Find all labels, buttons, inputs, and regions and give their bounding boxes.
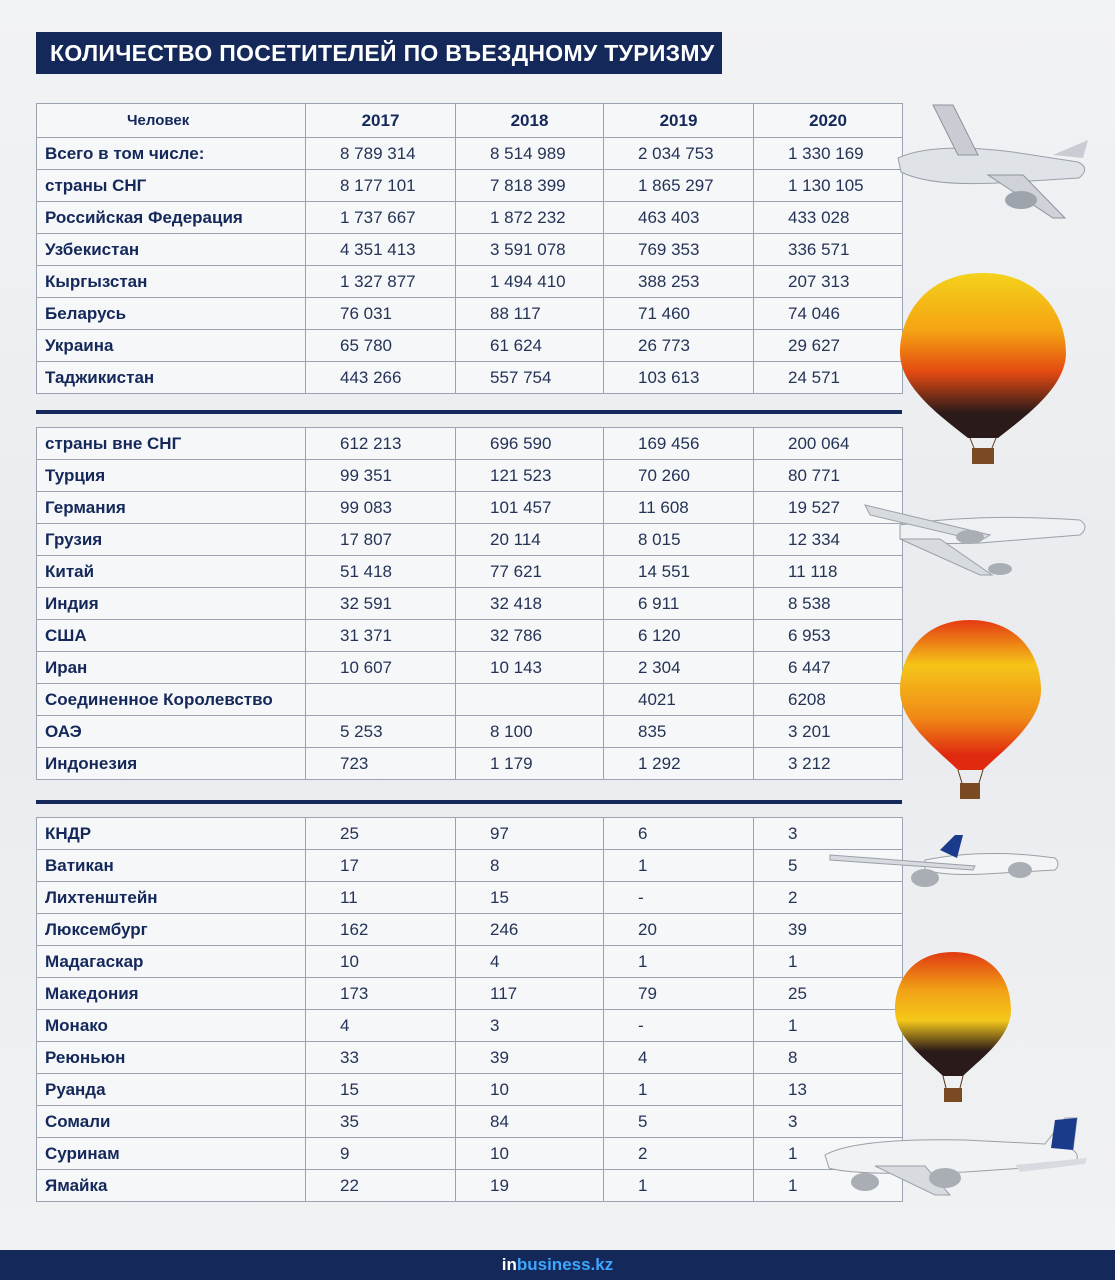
value-cell-2019: 2 304 (604, 652, 754, 684)
country-name: Германия (37, 492, 306, 524)
value-cell-2019: 6 911 (604, 588, 754, 620)
value-cell-2017: 25 (306, 818, 456, 850)
value-cell-2017: 5 253 (306, 716, 456, 748)
value-cell-2019: 388 253 (604, 266, 754, 298)
table-row (37, 588, 903, 620)
value-cell-2019: 26 773 (604, 330, 754, 362)
value-cell-2020: 19 527 (754, 492, 903, 524)
value-cell-2019: 1 (604, 1170, 754, 1202)
table-row (37, 978, 903, 1010)
column-header: 2019 (604, 104, 754, 138)
country-name: Иран (37, 652, 306, 684)
country-name: КНДР (37, 818, 306, 850)
value-cell-2020: 207 313 (754, 266, 903, 298)
value-cell-2019: 1 (604, 850, 754, 882)
table-row (37, 556, 903, 588)
value-cell-2017: 8 177 101 (306, 170, 456, 202)
hot-air-balloon-icon (893, 948, 1013, 1108)
table-row (37, 298, 903, 330)
value-cell-2018: 3 591 078 (456, 234, 604, 266)
table-row (37, 1106, 903, 1138)
table-row (37, 202, 903, 234)
hot-air-balloon-icon (898, 268, 1068, 468)
value-cell-2018: 8 (456, 850, 604, 882)
value-cell-2018: 7 818 399 (456, 170, 604, 202)
value-cell-2018 (456, 684, 604, 716)
value-cell-2019: 1 292 (604, 748, 754, 780)
value-cell-2020: 39 (754, 914, 903, 946)
table-row (37, 882, 903, 914)
brand-prefix: in (501, 1255, 517, 1274)
value-cell-2020: 2 (754, 882, 903, 914)
table-cis (36, 103, 903, 394)
table-row (37, 234, 903, 266)
value-cell-2018: 77 621 (456, 556, 604, 588)
table-row (37, 620, 903, 652)
value-cell-2018: 101 457 (456, 492, 604, 524)
table-row (37, 946, 903, 978)
value-cell-2017: 99 351 (306, 460, 456, 492)
value-cell-2018: 10 (456, 1138, 604, 1170)
column-header: 2018 (456, 104, 604, 138)
column-header: 2020 (754, 104, 903, 138)
country-name: Украина (37, 330, 306, 362)
value-cell-2020: 3 (754, 1106, 903, 1138)
table-row (37, 524, 903, 556)
value-cell-2020: 433 028 (754, 202, 903, 234)
value-cell-2018: 8 514 989 (456, 138, 604, 170)
country-name: Беларусь (37, 298, 306, 330)
value-cell-2020: 1 130 105 (754, 170, 903, 202)
value-cell-2017 (306, 684, 456, 716)
value-cell-2019: 1 865 297 (604, 170, 754, 202)
value-cell-2020: 25 (754, 978, 903, 1010)
value-cell-2019: 11 608 (604, 492, 754, 524)
value-cell-2017: 1 737 667 (306, 202, 456, 234)
value-cell-2018: 1 872 232 (456, 202, 604, 234)
value-cell-2020: 336 571 (754, 234, 903, 266)
table-row (37, 138, 903, 170)
value-cell-2017: 8 789 314 (306, 138, 456, 170)
value-cell-2017: 32 591 (306, 588, 456, 620)
country-name: Грузия (37, 524, 306, 556)
value-cell-2020: 6 447 (754, 652, 903, 684)
value-cell-2017: 22 (306, 1170, 456, 1202)
country-name: Лихтенштейн (37, 882, 306, 914)
table-row (37, 1074, 903, 1106)
value-cell-2020: 8 538 (754, 588, 903, 620)
value-cell-2017: 443 266 (306, 362, 456, 394)
value-cell-2019: 103 613 (604, 362, 754, 394)
value-cell-2020: 80 771 (754, 460, 903, 492)
value-cell-2020: 6 953 (754, 620, 903, 652)
value-cell-2017: 99 083 (306, 492, 456, 524)
country-name: Македония (37, 978, 306, 1010)
table-non-cis (36, 427, 903, 780)
value-cell-2018: 10 143 (456, 652, 604, 684)
airplane-icon (860, 495, 1090, 585)
airplane-icon (825, 830, 1065, 900)
country-name: Мадагаскар (37, 946, 306, 978)
value-cell-2019: 6 120 (604, 620, 754, 652)
value-cell-2018: 39 (456, 1042, 604, 1074)
value-cell-2017: 17 (306, 850, 456, 882)
value-cell-2019: 169 456 (604, 428, 754, 460)
value-cell-2017: 4 351 413 (306, 234, 456, 266)
value-cell-2018: 3 (456, 1010, 604, 1042)
table-row (37, 1010, 903, 1042)
table-row (37, 492, 903, 524)
country-name: Таджикистан (37, 362, 306, 394)
value-cell-2020: 5 (754, 850, 903, 882)
value-cell-2019: 2 034 753 (604, 138, 754, 170)
country-name: Ватикан (37, 850, 306, 882)
country-name: Турция (37, 460, 306, 492)
value-cell-2017: 17 807 (306, 524, 456, 556)
footer-brand (0, 1250, 1115, 1280)
country-name: Китай (37, 556, 306, 588)
value-cell-2017: 162 (306, 914, 456, 946)
value-cell-2017: 31 371 (306, 620, 456, 652)
country-name: США (37, 620, 306, 652)
value-cell-2019: - (604, 882, 754, 914)
country-name: Ямайка (37, 1170, 306, 1202)
value-cell-2017: 10 (306, 946, 456, 978)
value-cell-2018: 117 (456, 978, 604, 1010)
value-cell-2020: 1 (754, 1170, 903, 1202)
value-cell-2020: 1 (754, 1138, 903, 1170)
value-cell-2019: 6 (604, 818, 754, 850)
table-row (37, 266, 903, 298)
country-name: Суринам (37, 1138, 306, 1170)
value-cell-2020: 3 212 (754, 748, 903, 780)
country-name: Всего в том числе: (37, 138, 306, 170)
value-cell-2020: 200 064 (754, 428, 903, 460)
table-row (37, 428, 903, 460)
value-cell-2017: 612 213 (306, 428, 456, 460)
value-cell-2018: 15 (456, 882, 604, 914)
page-title: КОЛИЧЕСТВО ПОСЕТИТЕЛЕЙ ПО ВЪЕЗДНОМУ ТУРИЗМУ (36, 32, 722, 74)
country-name: Сомали (37, 1106, 306, 1138)
value-cell-2018: 32 786 (456, 620, 604, 652)
table-row (37, 818, 903, 850)
hot-air-balloon-icon (898, 615, 1043, 805)
value-cell-2020: 1 (754, 946, 903, 978)
country-name: Монако (37, 1010, 306, 1042)
table-row (37, 460, 903, 492)
value-cell-2019: 4021 (604, 684, 754, 716)
value-cell-2019: 4 (604, 1042, 754, 1074)
table-row (37, 170, 903, 202)
value-cell-2017: 51 418 (306, 556, 456, 588)
value-cell-2018: 10 (456, 1074, 604, 1106)
value-cell-2020: 74 046 (754, 298, 903, 330)
table-row (37, 330, 903, 362)
value-cell-2017: 65 780 (306, 330, 456, 362)
value-cell-2020: 12 334 (754, 524, 903, 556)
value-cell-2018: 19 (456, 1170, 604, 1202)
value-cell-2018: 20 114 (456, 524, 604, 556)
table-row (37, 716, 903, 748)
airplane-icon (815, 1110, 1095, 1210)
section-divider (36, 800, 902, 804)
value-cell-2017: 723 (306, 748, 456, 780)
value-cell-2017: 76 031 (306, 298, 456, 330)
value-cell-2020: 1 (754, 1010, 903, 1042)
value-cell-2019: - (604, 1010, 754, 1042)
value-cell-2019: 79 (604, 978, 754, 1010)
column-header: 2017 (306, 104, 456, 138)
table-header-row (37, 104, 903, 138)
value-cell-2017: 173 (306, 978, 456, 1010)
value-cell-2018: 61 624 (456, 330, 604, 362)
country-name: Реюньюн (37, 1042, 306, 1074)
value-cell-2020: 13 (754, 1074, 903, 1106)
value-cell-2019: 71 460 (604, 298, 754, 330)
value-cell-2018: 696 590 (456, 428, 604, 460)
table-row (37, 362, 903, 394)
value-cell-2020: 3 (754, 818, 903, 850)
country-name: Руанда (37, 1074, 306, 1106)
country-name: Индия (37, 588, 306, 620)
table-row (37, 1170, 903, 1202)
table-row (37, 1138, 903, 1170)
value-cell-2019: 70 260 (604, 460, 754, 492)
value-cell-2017: 15 (306, 1074, 456, 1106)
column-header: Человек (37, 104, 306, 138)
value-cell-2017: 33 (306, 1042, 456, 1074)
country-name: страны СНГ (37, 170, 306, 202)
value-cell-2019: 463 403 (604, 202, 754, 234)
value-cell-2020: 29 627 (754, 330, 903, 362)
value-cell-2019: 1 (604, 946, 754, 978)
country-name: страны вне СНГ (37, 428, 306, 460)
airplane-icon (893, 100, 1093, 225)
value-cell-2020: 6208 (754, 684, 903, 716)
value-cell-2018: 4 (456, 946, 604, 978)
value-cell-2017: 1 327 877 (306, 266, 456, 298)
value-cell-2018: 1 179 (456, 748, 604, 780)
table-small-countries (36, 817, 903, 1202)
value-cell-2019: 1 (604, 1074, 754, 1106)
value-cell-2020: 3 201 (754, 716, 903, 748)
value-cell-2020: 24 571 (754, 362, 903, 394)
table-row (37, 652, 903, 684)
value-cell-2018: 84 (456, 1106, 604, 1138)
value-cell-2017: 9 (306, 1138, 456, 1170)
table-row (37, 914, 903, 946)
brand-name: business.kz (516, 1255, 614, 1274)
value-cell-2018: 8 100 (456, 716, 604, 748)
value-cell-2017: 4 (306, 1010, 456, 1042)
value-cell-2017: 11 (306, 882, 456, 914)
value-cell-2018: 246 (456, 914, 604, 946)
country-name: ОАЭ (37, 716, 306, 748)
value-cell-2020: 1 330 169 (754, 138, 903, 170)
country-name: Люксембург (37, 914, 306, 946)
value-cell-2019: 835 (604, 716, 754, 748)
country-name: Соединенное Королевство (37, 684, 306, 716)
value-cell-2017: 10 607 (306, 652, 456, 684)
country-name: Кыргызстан (37, 266, 306, 298)
table-row (37, 684, 903, 716)
value-cell-2018: 121 523 (456, 460, 604, 492)
country-name: Узбекистан (37, 234, 306, 266)
table-row (37, 850, 903, 882)
table-row (37, 1042, 903, 1074)
value-cell-2020: 11 118 (754, 556, 903, 588)
country-name: Российская Федерация (37, 202, 306, 234)
section-divider (36, 410, 902, 414)
table-row (37, 748, 903, 780)
value-cell-2019: 2 (604, 1138, 754, 1170)
value-cell-2018: 1 494 410 (456, 266, 604, 298)
value-cell-2020: 8 (754, 1042, 903, 1074)
value-cell-2018: 557 754 (456, 362, 604, 394)
value-cell-2018: 32 418 (456, 588, 604, 620)
value-cell-2019: 769 353 (604, 234, 754, 266)
value-cell-2019: 8 015 (604, 524, 754, 556)
value-cell-2018: 97 (456, 818, 604, 850)
value-cell-2017: 35 (306, 1106, 456, 1138)
country-name: Индонезия (37, 748, 306, 780)
value-cell-2019: 5 (604, 1106, 754, 1138)
value-cell-2019: 20 (604, 914, 754, 946)
value-cell-2019: 14 551 (604, 556, 754, 588)
value-cell-2018: 88 117 (456, 298, 604, 330)
